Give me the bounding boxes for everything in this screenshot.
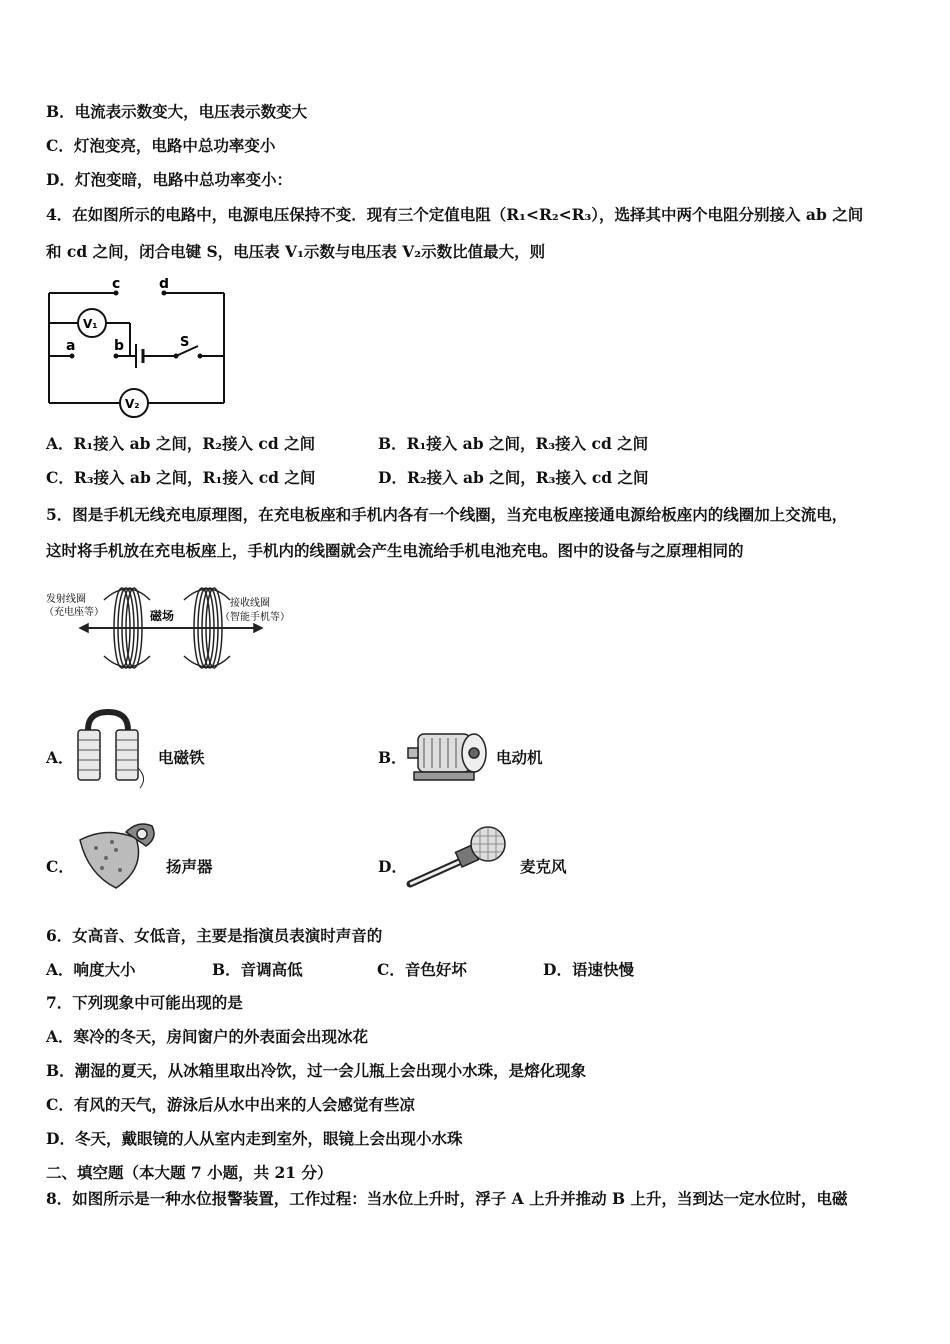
q7-option-c: C．有风的天气，游泳后从水中出来的人会感觉有些凉 bbox=[46, 1095, 415, 1114]
q4-label-s: S bbox=[180, 335, 190, 350]
q3-option-c: C．灯泡变亮，电路中总功率变小 bbox=[46, 136, 276, 155]
q5-option-b-letter: B． bbox=[378, 748, 407, 767]
q5-option-b-text: 电动机 bbox=[496, 748, 543, 767]
q7-option-b: B．潮湿的夏天，从冰箱里取出冷饮，过一会儿瓶上会出现小水珠，是熔化现象 bbox=[46, 1061, 587, 1080]
q5-option-d-text: 麦克风 bbox=[520, 857, 567, 876]
q5-stem-line2: 这时将手机放在充电板座上，手机内的线圈就会产生电流给手机电池充电。图中的设备与之原理相同的 bbox=[46, 541, 744, 560]
q7-stem: 7．下列现象中可能出现的是 bbox=[46, 993, 243, 1012]
q5-fig-left-label-1: 发射线圈 bbox=[46, 594, 86, 605]
q5-fig-center-label: 磁场 bbox=[150, 609, 175, 623]
q6-stem: 6．女高音、女低音，主要是指演员表演时声音的 bbox=[46, 926, 383, 945]
q3-option-d: D．灯泡变暗，电路中总功率变小： bbox=[46, 170, 292, 189]
q5-fig-right-label-1: 接收线圈 bbox=[230, 598, 270, 609]
q7-option-a: A．寒冷的冬天，房间窗户的外表面会出现冰花 bbox=[46, 1027, 369, 1046]
q6-option-a: A．响度大小 bbox=[46, 960, 136, 979]
q4-option-d: D．R₂接入 ab 之间，R₃接入 cd 之间 bbox=[378, 468, 649, 487]
loudspeaker-icon bbox=[76, 818, 160, 890]
q5-wireless-charging-diagram bbox=[44, 580, 294, 680]
section-2-heading: 二、填空题（本大题 7 小题，共 21 分） bbox=[46, 1163, 333, 1182]
q4-label-d: d bbox=[159, 278, 170, 292]
q4-stem-line1: 4．在如图所示的电路中，电源电压保持不变．现有三个定值电阻（R₁<R₂<R₃），选择其中两个电阻分别接入 ab 之间 bbox=[46, 205, 864, 224]
q4-stem-line2: 和 cd 之间，闭合电键 S，电压表 V₁示数与电压表 V₂示数比值最大，则 bbox=[46, 242, 546, 261]
electric-motor-icon bbox=[404, 720, 492, 790]
q4-option-c: C．R₃接入 ab 之间，R₁接入 cd 之间 bbox=[46, 468, 316, 487]
q5-option-a-text: 电磁铁 bbox=[158, 748, 205, 767]
q4-option-a: A．R₁接入 ab 之间，R₂接入 cd 之间 bbox=[46, 434, 316, 453]
q6-option-b: B．音调高低 bbox=[212, 960, 303, 979]
electromagnet-icon bbox=[70, 708, 150, 790]
q7-option-d: D．冬天，戴眼镜的人从室内走到室外，眼镜上会出现小水珠 bbox=[46, 1129, 463, 1148]
q6-option-d: D．语速快慢 bbox=[543, 960, 634, 979]
q4-label-c: c bbox=[112, 278, 121, 292]
q5-fig-left-label-2: （充电座等） bbox=[44, 607, 104, 618]
q8-stem-line1: 8．如图所示是一种水位报警装置，工作过程：当水位上升时，浮子 A 上升并推动 B 上升，当到达一定水位时，电磁 bbox=[46, 1189, 848, 1208]
q5-option-d-letter: D． bbox=[378, 857, 407, 876]
q5-option-c-letter: C． bbox=[46, 857, 74, 876]
q4-label-a: a bbox=[66, 338, 76, 354]
q5-stem-line1: 5．图是手机无线充电原理图，在充电板座和手机内各有一个线圈，当充电板座接通电源给板座内的线圈加上交流电， bbox=[46, 505, 848, 524]
q4-label-v1: V₁ bbox=[83, 317, 98, 331]
q4-option-b: B．R₁接入 ab 之间，R₃接入 cd 之间 bbox=[378, 434, 649, 453]
q4-circuit-diagram bbox=[44, 278, 234, 418]
q3-option-b: B．电流表示数变大，电压表示数变大 bbox=[46, 102, 308, 121]
microphone-icon bbox=[404, 824, 514, 892]
q4-label-v2: V₂ bbox=[125, 397, 140, 411]
q5-option-c-text: 扬声器 bbox=[166, 857, 213, 876]
q5-fig-right-label-2: （智能手机等） bbox=[220, 612, 290, 623]
q5-option-a-letter: A． bbox=[46, 748, 74, 767]
q6-option-c: C．音色好坏 bbox=[377, 960, 467, 979]
q4-label-b: b bbox=[114, 338, 125, 354]
